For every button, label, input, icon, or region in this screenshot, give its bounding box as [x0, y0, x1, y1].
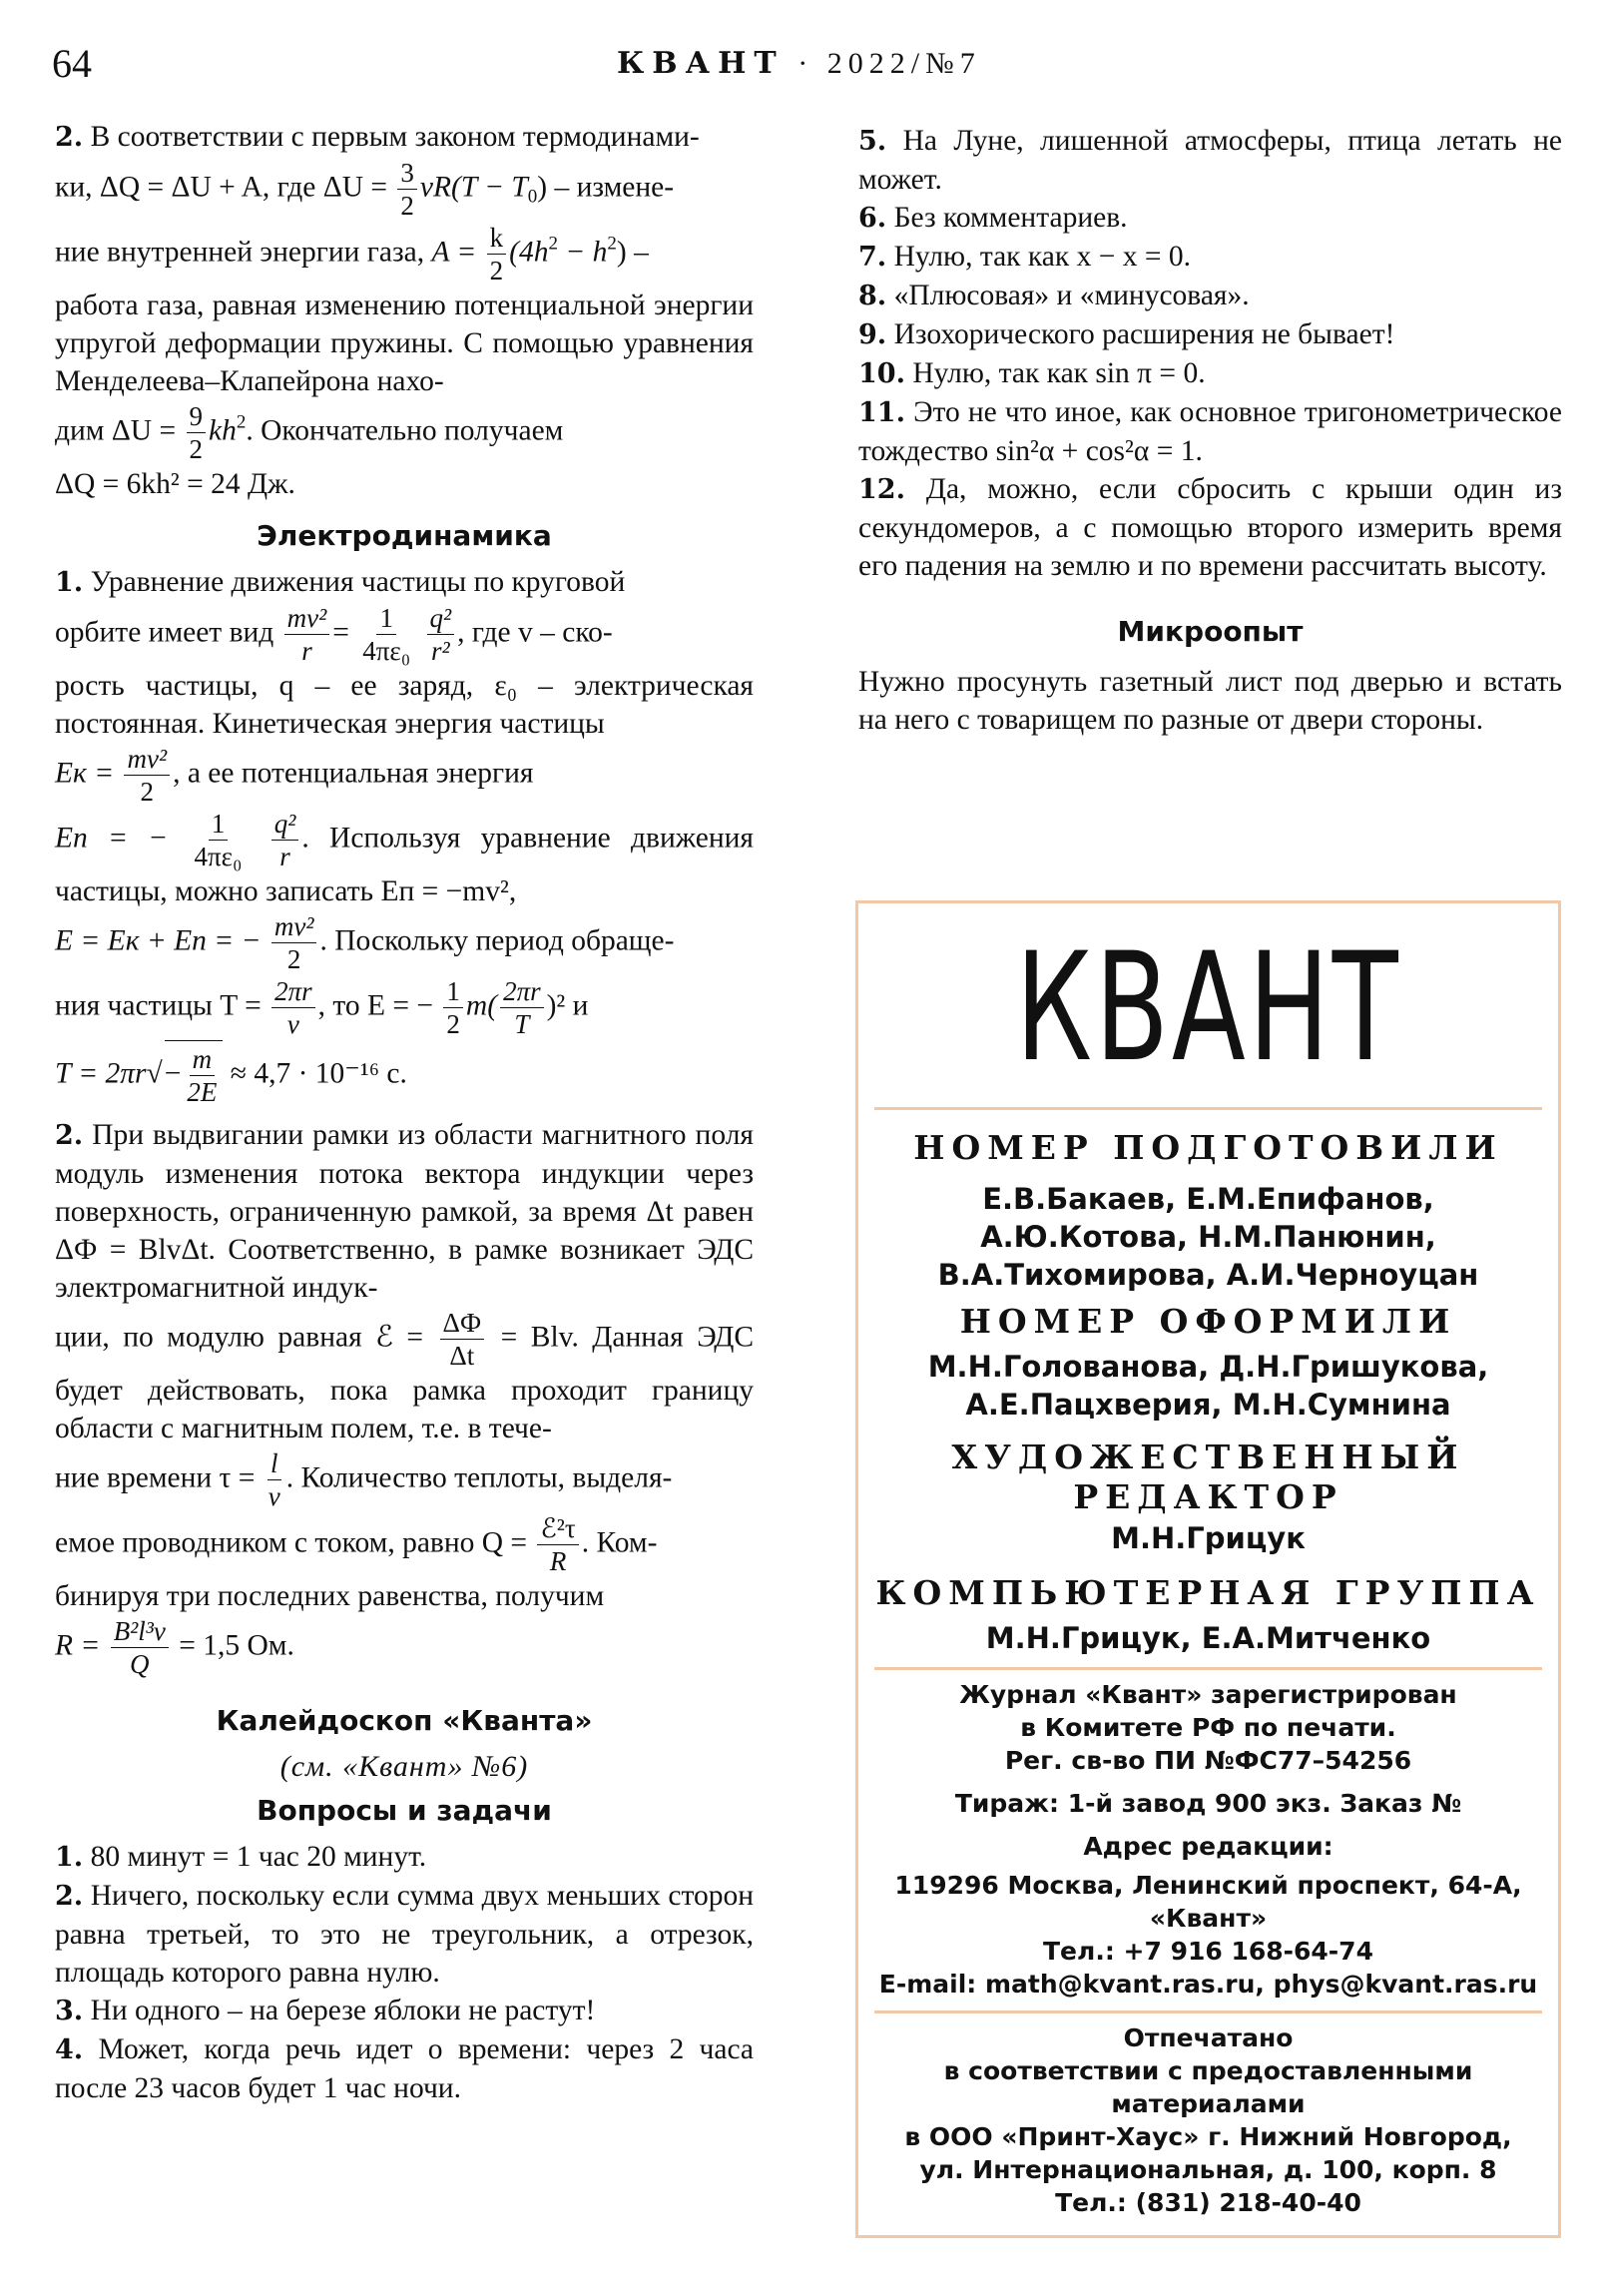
section-title-kaleidoscope: Калейдоскоп «Кванта»: [216, 1704, 593, 1737]
address: 119296 Москва, Ленинский проспект, 64-А,: [894, 1871, 1522, 1900]
fraction: $\frac{1}{\text{4πε₀}}$: [194, 809, 243, 871]
printer-info: материалами: [1111, 2089, 1306, 2118]
divider: [874, 1107, 1542, 1110]
fraction: $\frac{\text{q²}}{\text{r²}}$: [427, 602, 455, 667]
credits-names: А.Ю.Котова, Н.М.Панюнин,: [980, 1220, 1436, 1254]
fraction: $\frac{1}{\text{4πε₀}}$: [362, 603, 411, 666]
divider: [874, 1667, 1542, 1670]
kvant-logo: КВАНТ: [1015, 921, 1401, 1095]
credits-names: Е.В.Бакаев, Е.М.Епифанов,: [982, 1182, 1434, 1216]
journal-name: КВАНТ: [617, 46, 785, 81]
print-run: Тираж: 1-й завод 900 экз. Заказ №: [954, 1789, 1462, 1818]
list-item: 9. Изохорического расширения не бывает!: [858, 318, 1395, 350]
answer-number: 2.: [55, 1120, 84, 1151]
list-item: 4. Может, когда речь идет о времени: через 2 часа после 23 часов будет 1 час ночи.: [55, 2033, 755, 2104]
right-column: [858, 122, 1562, 739]
email: E-mail: math@kvant.ras.ru, phys@kvant.ras.ru: [878, 1970, 1538, 1999]
fraction: $\frac{\text{ℰ²τ}}{R}$: [537, 1512, 578, 1577]
printer-info: Тел.: (831) 218-40-40: [1055, 2188, 1361, 2217]
list-item: 5. На Луне, лишенной атмосферы, птица летать не может.: [858, 125, 1563, 196]
list-item: 2. Ничего, поскольку если сумма двух меньших сторон равна третьей, то это не треугольник, а отрезок, площадь которого равна нулю.: [55, 1880, 755, 1989]
issue-number: 2022/№7: [826, 47, 981, 80]
printer-info: в соответствии с предоставленными: [943, 2056, 1473, 2085]
list-item: 12. Да, можно, если сбросить с крыши один из секундомеров, а с помощью второго измерить время его падения на землю и по времени рассчитать высоту.: [858, 473, 1562, 582]
printer-info: ул. Интернациональная, д. 100, корп. 8: [919, 2155, 1497, 2184]
credits-names: В.А.Тихомирова, А.И.Черноуцан: [937, 1258, 1479, 1292]
section-title-microexperiment: Микроопыт: [1117, 615, 1304, 648]
address-label: Адрес редакции:: [1083, 1832, 1333, 1861]
fraction: $\frac{\Delta Ф}{\Delta t}$: [440, 1307, 485, 1372]
fraction: $\frac{\text{mv²}}{r}$: [284, 602, 330, 667]
running-header: [617, 46, 981, 81]
fraction: $\frac{9}{2}$: [187, 400, 207, 465]
micro-text: Нужно просунуть газетный лист под дверью и встать на него с товарищем по разные от двери стороны.: [858, 666, 1562, 736]
list-item: 3. Ни одного – на березе яблоки не растут!: [55, 1995, 596, 2026]
fraction: $\frac{3}{2}$: [397, 157, 417, 222]
printer-info: в ООО «Принт-Хаус» г. Нижний Новгород,: [904, 2122, 1512, 2151]
list-item: 6. Без комментариев.: [858, 202, 1128, 234]
list-item: 7. Нулю, так как x − x = 0.: [858, 241, 1191, 273]
credits-heading: НОМЕР ОФОРМИЛИ: [959, 1302, 1457, 1341]
fraction: $\frac{l}{v}$: [267, 1448, 280, 1511]
answer-number: 2.: [55, 122, 84, 153]
text: В соответствии с первым законом термодинами-: [90, 121, 700, 153]
fraction: $\frac{1}{2}$: [443, 975, 463, 1040]
formula-result: ΔQ = 6kh² = 24 Дж.: [55, 468, 295, 500]
credits-names: А.Е.Пацхверия, М.Н.Сумнина: [965, 1388, 1451, 1422]
printer-info: Отпечатано: [1123, 2023, 1294, 2052]
electro-answer-2: 2. При выдвигании рамки из области магнитного поля модуль изменения потока вектора индукции через поверхность, ограниченную рамкой, за время Δt равен ΔФ = BlvΔt. Соответственно, в рамке возникает ЭДС электромагнитной индук- ции, по модулю равная ℰ = $\frac{\Delta Ф}{\Delta t}$ = Blv. Данная ЭДС будет действовать, пока рамка проходит границу области с магнитным полем, т.е. в тече- ние времени τ = $\frac{l}{v}$ . Количество теплоты, выделя- емое проводником с током, равно Q = $\frac{\text{ℰ²τ}}{R}$ . Ком- бинируя три последних равенства, получим R = $\frac{\text{B²l³v}}{Q}$ = 1,5 Ом.: [55, 1119, 754, 1679]
text: ки, ΔQ = ΔU + A, где ΔU =: [55, 171, 388, 204]
fraction: $\frac{2\pi r}{T}$: [500, 975, 544, 1040]
credits-names: М.Н.Голованова, Д.Н.Гришукова,: [927, 1350, 1489, 1384]
registration: Журнал «Квант» зарегистрирован: [959, 1680, 1457, 1709]
address: «Квант»: [1149, 1904, 1268, 1933]
registration: Рег. св-во ПИ №ФС77–54256: [1004, 1746, 1412, 1775]
list-item: 11. Это не что иное, как основное тригонометрическое тождество sin²α + cos²α = 1.: [858, 396, 1562, 467]
answer-number: 1.: [55, 567, 84, 598]
list-item: 8. «Плюсовая» и «минусовая».: [858, 280, 1250, 311]
credits-names: М.Н.Грицук: [1111, 1521, 1306, 1555]
divider: [874, 2010, 1542, 2013]
text: работа газа, равная изменению потенциальной энергии упругой деформации пружины. С помощью уравнения Менделеева–Клапейрона нахо-: [55, 289, 754, 397]
fraction: $\frac{\text{mv²}}{2}$: [124, 743, 170, 808]
credits-box: [855, 900, 1561, 2238]
section-subtitle: (см. «Квант» №6): [279, 1750, 529, 1783]
section-title-questions: Вопросы и задачи: [257, 1794, 552, 1827]
credits-heading: РЕДАКТОР: [1073, 1477, 1343, 1516]
electro-answer-1: 1. Уравнение движения частицы по круговой орбите имеет вид $\frac{\text{mv²}}{r}$ = $\frac{1}{\text{4πε₀}}$ $\frac{\text{q²}}{\text{r²}}$ , где v – ско- рость частицы, q – ее заряд, ε₀ – электрическая постоянная. Кинетическая энергия частицы Eк = $\frac{\text{mv²}}{2}$ , а ее потенциальная энергия Eп = − $\frac{1}{\text{4πε₀}}$ $\frac{\text{q²}}{r}$ . Используя уравнение движения частицы, можно записать Eп = −mv², E = Eк + Eп = − $\frac{\text{mv²}}{2}$ . Поскольку период обраще- ния частицы T = $\frac{2\pi r}{v}$ , то E = − $\frac{1}{2}$ m( $\frac{2\pi r}{T}$ )² и T = 2πr√− $\frac{m}{2E}$ ≈ 4,7 · 10⁻¹⁶ с.: [55, 566, 754, 1107]
credits-heading: ХУДОЖЕСТВЕННЫЙ: [951, 1437, 1465, 1476]
fraction: $\frac{\text{B²l³v}}{Q}$: [111, 1615, 169, 1680]
header-dot: ·: [798, 47, 814, 80]
page-number: 64: [52, 41, 92, 86]
credits-heading: КОМПЬЮТЕРНАЯ ГРУППА: [875, 1573, 1541, 1612]
fraction: $\frac{\text{q²}}{r}$: [271, 808, 299, 872]
fraction: $\frac{m}{2E}$: [187, 1044, 218, 1107]
fraction: $\frac{2\pi r}{v}$: [271, 975, 315, 1040]
registration: в Комитете РФ по печати.: [1020, 1713, 1396, 1742]
list-item: 1. 80 минут = 1 час 20 минут.: [55, 1841, 427, 1873]
answers-list-left: [55, 1838, 754, 2107]
phone: Тел.: +7 916 168-64-74: [1043, 1937, 1373, 1966]
thermo-answer: 2. В соответствии с первым законом термодинами- ки, ΔQ = ΔU + A, где ΔU = $\frac{3}{2}$ $\nu R(T - T_0)$ – измене- ние внутренней энергии газа, A = $\frac{k}{2}$ $(4h^2 - h^2)$ – работа газа, равная изменению потенциальной энергии упругой деформации пружины. С помощью уравнения Менделеева–Клапейрона нахо- дим ΔU = $\frac{9}{2}$ $kh^2$. Окончательно получаем ΔQ = 6kh² = 24 Дж.: [55, 118, 754, 503]
answers-list-right: [858, 122, 1562, 585]
credits-names: М.Н.Грицук, Е.А.Митченко: [985, 1621, 1431, 1655]
fraction: $\frac{\text{mv²}}{2}$: [271, 910, 317, 975]
credits-heading: НОМЕР ПОДГОТОВИЛИ: [913, 1128, 1503, 1167]
fraction: $\frac{k}{2}$: [487, 222, 507, 287]
left-column: [55, 118, 754, 2107]
list-item: 10. Нулю, так как sin π = 0.: [858, 357, 1206, 389]
section-title-electrodynamics: Электродинамика: [257, 519, 552, 552]
